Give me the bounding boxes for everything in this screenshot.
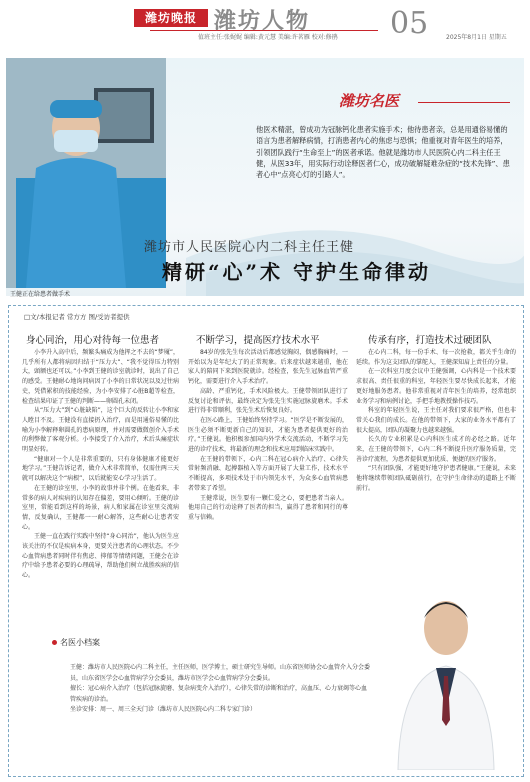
- profile-paragraph: 王健：潍坊市人民医院心内二科主任，主任医师，医学博士，硕士研究生导师。山东省医师协会心血管介入分会委员，山东省医学会心血管病学分会委员，潍坊市医学会心血管病学分会委员。: [70, 664, 371, 682]
- issue-date: 2025年8月1日 星期五: [446, 34, 507, 41]
- paragraph: 小李升入高中后，频繁头痛成为他挥之不去的“梦魇”，几乎所有人都将病因归结于“压力大”、“我不觉得压力特别大，頭额也还可以。”小李到王健的诊室就诊时，说出了自己的感受。王健耐心地询问病因了小李的日常状况以及过往病史，凭借累积的技能经验，为小李安排了心脏B超等检查，检查结果印证了王健的判断——卵圆孔未闭。: [22, 349, 179, 405]
- paragraph: 在医心路上，王健始终坚持学习。“医学是不断发展的，医生必须不断更新自己的知识，才能为患者提供更好的治疗。”王健说。他积极参加国内外学术交流活动，不断学习先进的诊疗技术，将最新的理念和技术应用到临床实践中。: [188, 416, 348, 454]
- article-subtitle: 潍坊市人民医院心内二科主任王健: [144, 240, 355, 255]
- column-3: [356, 348, 516, 494]
- column-1: [22, 348, 179, 581]
- paragraph: 王健一直在践行实践中坚持“身心同治”，他认为医生应该关注的不仅是疾病本身，更要关注患者的心理状态。不少心血管病患者同时伴有焦虑、抑郁等情绪问题，王健会在诊疗中给予患者必要的心理疏导，帮助他们树立战胜疾病的信心。: [22, 533, 179, 580]
- doctor-figure: [390, 580, 502, 770]
- paragraph: 84岁的张先生每次活动后都感觉胸闷，偶感胸痛时，一开始以为是年纪大了的正常现象。后来症状越来越重，他在家人的陪同下来到医院就诊。经检查，张先生冠脉血管严重钙化，需要进行介入手术治疗。: [188, 349, 348, 386]
- paragraph: 长久的专业积累是心内科医生成才的必经之路。近年来，在王健的带领下，心内二科不断提升医疗服务质量，完善诊疗流程，为患者提供更加优质、便捷的医疗服务。: [356, 436, 516, 463]
- newspaper-name: 潍坊晚报: [144, 11, 197, 25]
- paragraph: 在王健的带领下，心内二科在冠心病介入治疗、心律失常射频消融、起搏器植入等方面开展了大量工作，技术水平不断提高，多项技术处于市内领先水平，为众多心血管病患者带来了希望。: [188, 455, 348, 492]
- surgeon-illustration: [6, 58, 166, 288]
- intro-paragraph: 他医术精湛，曾成功为冠脉钙化患者实施手术；他待患者亲，总是用通俗易懂的语言为患者解释病情，打消患者内心的焦虑与恐惧；他重视对青年医生的培养，引领团队践行“生命至上”的医者承诺。他就是潍坊市人民医院心内二科主任王健，从医33年，用实际行动诠释医者仁心，成功破解疑难杂症的“技术先锋”、患者心中“点亮心灯的引路人”。: [256, 125, 510, 180]
- surgery-photo: [6, 58, 166, 288]
- column-title: 潍坊人物: [214, 8, 311, 34]
- brand-rule: [418, 102, 510, 103]
- article-headline: 精研“心”术 守护生命律动: [162, 260, 431, 284]
- profile-title: 名医小档案: [60, 638, 100, 647]
- paragraph: “健康对一个人是非常重要的，只有身体健康才能更好地学习。”王健告诉记者，做介入术非常简单，仅需住两三天就可以解决这个“病根”，以后就能安心学习生活了。: [22, 455, 179, 483]
- paragraph: 王健常说，医生要有一颗仁爱之心，要把患者当亲人。他用自己的行动诠释了医者的担当，赢得了患者和同行的尊重与信赖。: [188, 494, 348, 521]
- brand-badge: 潍坊名医: [338, 92, 399, 110]
- page-number: 05: [390, 6, 429, 41]
- profile-body: [70, 663, 370, 716]
- section-heading-2: 不断学习，提高医疗技术水平: [196, 335, 320, 346]
- profile-paragraph: 坐诊安排：周一、周三全天门诊（潍坊市人民医院心内二科专家门诊）: [70, 706, 257, 714]
- paragraph: 在心内二科，每一份手术、每一次抢救，都关乎生命的延续。作为这支团队的掌舵人，王健深知肩上责任的分量。: [356, 349, 516, 366]
- paragraph: 从“压力大”到“心脏缺陷”，这个巨大的反转让小李和家人瞠目不及。王健没有直接扔入治疗，而是用通俗易懂的比喻为小李解释卵圆孔的患病原理，并对需要做微创介入手术的利弊做了客观分析。小李接受了介入治疗，术后头痛症状明显好转。: [22, 407, 179, 454]
- paragraph: “只有团队强，才能更好地守护患者健康。”王健说，未来他将继续带领团队砥砺前行，在守护生命律动的道路上不断前行。: [356, 465, 516, 492]
- profile-bullet-icon: [52, 640, 57, 645]
- column-2: [188, 348, 348, 523]
- byline: □文/本报记者 常方方 图/受访者提供: [24, 313, 130, 321]
- newspaper-logo: [134, 9, 208, 27]
- paragraph: 科室的年轻医生说，王主任对我们要求很严格，但也非常关心我们的成长。在他的带领下，大家的业务水平都有了很大提高，团队的凝聚力也越来越强。: [356, 407, 516, 434]
- section-heading-1: 身心同治，用心对待每一位患者: [26, 335, 160, 346]
- paragraph: 在王健的诊室里，小李的故事并非个例。在他看来，非常多的病人对疾病的认知存在偏差，要用心倾听。王健的诊室里，常能看到这样的场景，病人和家属在诊室里交流病情，反复确认，王健都一一耐心解答，这些耐心让患者安心。: [22, 484, 179, 531]
- paragraph: 高龄、严重钙化，手术风险极大。王健带领团队进行了反复讨论和评估，最终决定为张先生实施冠脉旋磨术。手术进行得非常顺利，张先生术后恢复良好。: [188, 387, 348, 415]
- photo-caption: 王健正在给患者做手术: [10, 291, 71, 298]
- profile-paragraph: 擅长：冠心病介入治疗（包括冠脉旋磨、复杂病变介入治疗），心律失常的诊断和治疗，高血压、心力衰竭等心血管疾病的诊治。: [70, 685, 368, 703]
- section-heading-3: 传承有序，打造技术过硬团队: [368, 335, 492, 346]
- editor-credits: 值班主任:张娓娓 编辑:黄元慧 美编:许茗雁 校对:修鹃: [198, 34, 338, 41]
- paragraph: 在一次科室月度会议中王健强调，心内科是一个技术要求很高、责任很重的科室，年轻医生要尽快成长起来，才能更好地服务患者。他非常重视对青年医生的培养，经常组织业务学习和病例讨论，手把手地教授操作技巧。: [356, 368, 516, 405]
- doctor-portrait: [390, 580, 502, 770]
